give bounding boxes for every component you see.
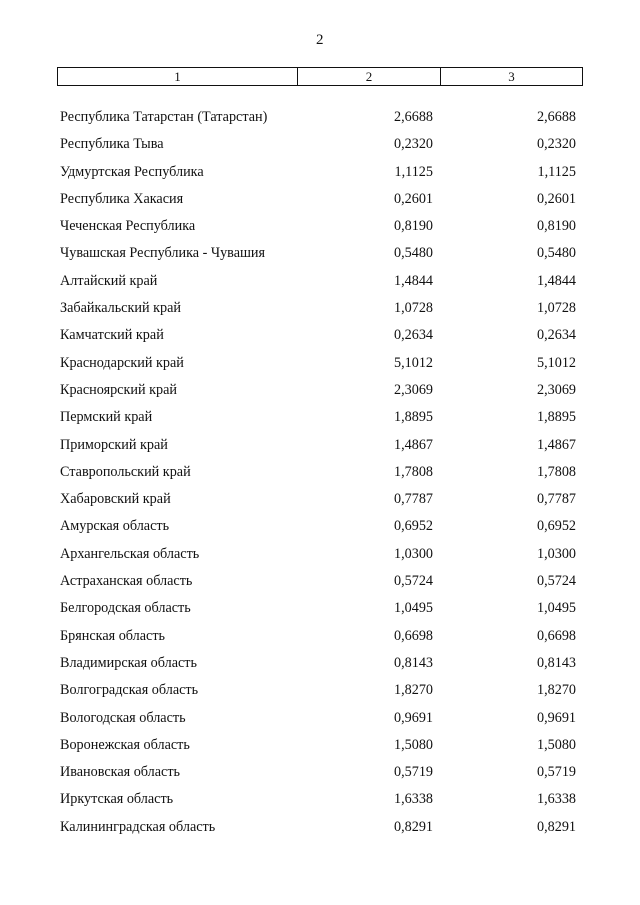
table-row bbox=[0, 298, 640, 325]
region-name: Республика Хакасия bbox=[60, 190, 184, 207]
column-header-2: 2 bbox=[298, 68, 441, 85]
region-name: Приморский край bbox=[60, 436, 168, 453]
value-column-3: 0,8190 bbox=[536, 218, 576, 235]
table-row bbox=[0, 544, 640, 571]
region-name: Камчатский край bbox=[60, 327, 164, 344]
table-row bbox=[0, 243, 640, 270]
value-column-3: 1,6338 bbox=[536, 791, 576, 808]
value-column-3: 0,5719 bbox=[536, 764, 576, 781]
value-column-2: 1,4844 bbox=[393, 272, 433, 289]
value-column-3: 0,6952 bbox=[536, 518, 576, 535]
region-name: Иркутская область bbox=[60, 791, 174, 808]
region-name: Красноярский край bbox=[60, 381, 177, 398]
column-header-row bbox=[57, 67, 583, 86]
value-column-2: 1,8270 bbox=[393, 682, 433, 699]
table-row bbox=[0, 380, 640, 407]
region-name: Ивановская область bbox=[60, 764, 181, 781]
value-column-2: 0,6698 bbox=[393, 627, 433, 644]
value-column-2: 2,3069 bbox=[393, 381, 433, 398]
table-row bbox=[0, 653, 640, 680]
value-column-3: 1,8895 bbox=[536, 409, 576, 426]
table-row bbox=[0, 735, 640, 762]
value-column-2: 1,0495 bbox=[393, 600, 433, 617]
value-column-3: 0,5724 bbox=[536, 573, 576, 590]
table-row bbox=[0, 489, 640, 516]
value-column-2: 0,2320 bbox=[393, 136, 433, 153]
table-row bbox=[0, 462, 640, 489]
region-name: Владимирская область bbox=[60, 654, 197, 671]
value-column-3: 1,0300 bbox=[536, 545, 576, 562]
region-name: Хабаровский край bbox=[60, 491, 171, 508]
value-column-2: 1,6338 bbox=[393, 791, 433, 808]
value-column-3: 1,1125 bbox=[537, 163, 576, 180]
value-column-2: 1,4867 bbox=[393, 436, 433, 453]
value-column-3: 1,4844 bbox=[536, 272, 576, 289]
region-name: Ставропольский край bbox=[60, 463, 191, 480]
value-column-3: 0,7787 bbox=[536, 491, 576, 508]
value-column-2: 0,2634 bbox=[393, 327, 433, 344]
value-column-2: 1,0728 bbox=[393, 300, 433, 317]
region-name: Алтайский край bbox=[60, 272, 158, 289]
region-name: Удмуртская Республика bbox=[60, 163, 204, 180]
table-row bbox=[0, 626, 640, 653]
value-column-2: 0,5724 bbox=[393, 573, 433, 590]
value-column-3: 1,4867 bbox=[536, 436, 576, 453]
region-name: Республика Тыва bbox=[60, 136, 164, 153]
value-column-3: 2,6688 bbox=[536, 109, 576, 125]
table-row bbox=[0, 162, 640, 189]
table-row bbox=[0, 817, 640, 844]
region-name: Краснодарский край bbox=[60, 354, 184, 371]
table-row bbox=[0, 680, 640, 707]
value-column-3: 0,8291 bbox=[536, 818, 576, 835]
region-name: Астраханская область bbox=[60, 573, 193, 590]
table-row bbox=[0, 134, 640, 161]
value-column-3: 1,7808 bbox=[536, 463, 576, 480]
data-table bbox=[0, 107, 640, 844]
column-header-1: 1 bbox=[58, 68, 298, 85]
value-column-3: 0,2634 bbox=[536, 327, 576, 344]
table-row bbox=[0, 107, 640, 134]
table-row bbox=[0, 271, 640, 298]
value-column-2: 0,7787 bbox=[393, 491, 433, 508]
value-column-2: 0,5480 bbox=[393, 245, 433, 262]
value-column-3: 1,8270 bbox=[536, 682, 576, 699]
value-column-2: 0,2601 bbox=[393, 190, 433, 207]
table-row bbox=[0, 353, 640, 380]
value-column-3: 5,1012 bbox=[536, 354, 576, 371]
value-column-2: 0,8190 bbox=[393, 218, 433, 235]
table-row bbox=[0, 216, 640, 243]
table-row bbox=[0, 325, 640, 352]
value-column-3: 1,5080 bbox=[536, 736, 576, 753]
region-name: Калининградская область bbox=[60, 818, 216, 835]
value-column-3: 2,3069 bbox=[536, 381, 576, 398]
value-column-3: 1,0495 bbox=[536, 600, 576, 617]
table-row bbox=[0, 708, 640, 735]
value-column-3: 1,0728 bbox=[536, 300, 576, 317]
region-name: Чувашская Республика - Чувашия bbox=[60, 245, 266, 262]
region-name: Воронежская область bbox=[60, 736, 190, 753]
region-name: Брянская область bbox=[60, 627, 166, 644]
region-name: Республика Татарстан (Татарстан) bbox=[60, 109, 268, 125]
region-name: Забайкальский край bbox=[60, 300, 181, 317]
value-column-2: 0,8291 bbox=[393, 818, 433, 835]
value-column-2: 0,9691 bbox=[393, 709, 433, 726]
value-column-2: 1,5080 bbox=[393, 736, 433, 753]
value-column-2: 1,0300 bbox=[393, 545, 433, 562]
page-number: 2 bbox=[316, 32, 324, 48]
table-row bbox=[0, 762, 640, 789]
table-row bbox=[0, 407, 640, 434]
value-column-2: 2,6688 bbox=[393, 109, 433, 125]
value-column-2: 1,1125 bbox=[394, 163, 433, 180]
region-name: Белгородская область bbox=[60, 600, 191, 617]
value-column-2: 5,1012 bbox=[393, 354, 433, 371]
region-name: Амурская область bbox=[60, 518, 170, 535]
table-row bbox=[0, 435, 640, 462]
value-column-3: 0,9691 bbox=[536, 709, 576, 726]
value-column-2: 0,6952 bbox=[393, 518, 433, 535]
value-column-2: 1,7808 bbox=[393, 463, 433, 480]
region-name: Архангельская область bbox=[60, 545, 200, 562]
table-row bbox=[0, 516, 640, 543]
value-column-3: 0,2320 bbox=[536, 136, 576, 153]
value-column-3: 0,2601 bbox=[536, 190, 576, 207]
value-column-3: 0,8143 bbox=[536, 654, 576, 671]
region-name: Волгоградская область bbox=[60, 682, 199, 699]
table-row bbox=[0, 789, 640, 816]
table-row bbox=[0, 598, 640, 625]
value-column-2: 0,8143 bbox=[393, 654, 433, 671]
value-column-3: 0,6698 bbox=[536, 627, 576, 644]
region-name: Чеченская Республика bbox=[60, 218, 196, 235]
table-row bbox=[0, 189, 640, 216]
table-row bbox=[0, 571, 640, 598]
region-name: Вологодская область bbox=[60, 709, 186, 726]
value-column-2: 0,5719 bbox=[393, 764, 433, 781]
value-column-3: 0,5480 bbox=[536, 245, 576, 262]
value-column-2: 1,8895 bbox=[393, 409, 433, 426]
region-name: Пермский край bbox=[60, 409, 153, 426]
column-header-3: 3 bbox=[508, 69, 515, 84]
